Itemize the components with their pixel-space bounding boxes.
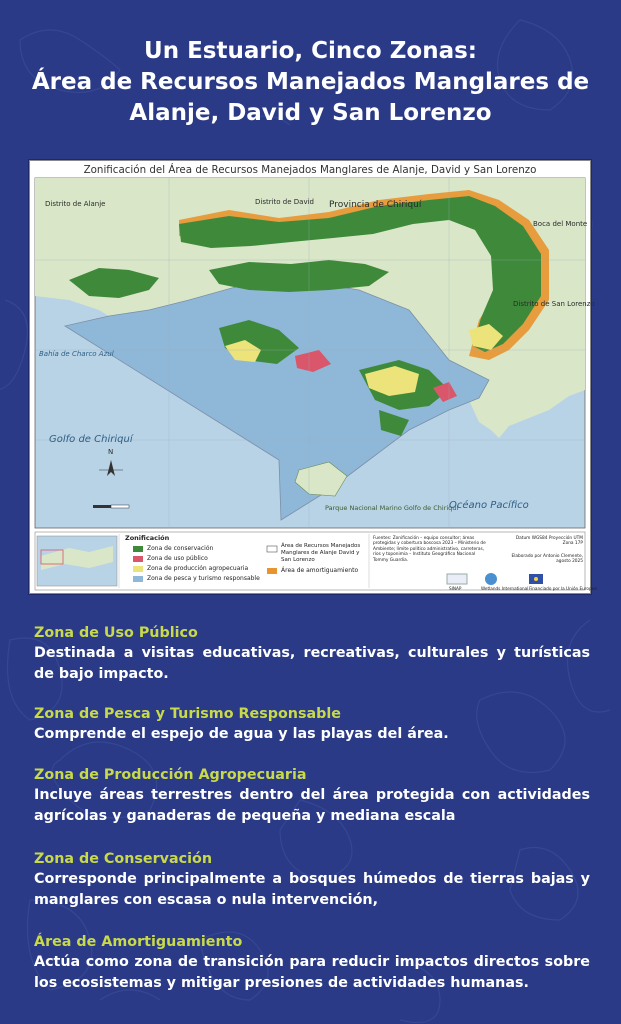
map-datum: Datum WGS84 Proyección UTM Zona 17P bbox=[515, 536, 583, 547]
zone-title: Área de Amortiguamiento bbox=[34, 934, 243, 950]
label-provincia-chiriqui: Provincia de Chiriquí bbox=[329, 200, 422, 210]
north-label: N bbox=[108, 448, 114, 456]
legend-swatch-agro bbox=[133, 566, 143, 572]
zone-text: Actúa como zona de transición para reducir impactos directos sobre los ecosistemas y mitigar presiones de actividades humanas. bbox=[34, 954, 590, 991]
zone-block-pesca-turismo bbox=[34, 705, 590, 745]
label-golfo-chiriqui: Golfo de Chiriquí bbox=[49, 434, 133, 445]
page-title bbox=[0, 36, 621, 129]
zone-block-amortiguamiento bbox=[34, 933, 590, 994]
label-distrito-alanje: Distrito de Alanje bbox=[45, 200, 106, 208]
zone-text: Comprende el espejo de agua y las playas del área. bbox=[34, 726, 449, 742]
label-parque-nacional: Parque Nacional Marino Golfo de Chiriquí bbox=[325, 504, 459, 512]
zone-title: Zona de Conservación bbox=[34, 851, 212, 867]
legend-label-boundary: Área de Recursos Manejados Manglares de Alanje David y San Lorenzo bbox=[281, 543, 361, 563]
zone-title: Zona de Uso Público bbox=[34, 625, 198, 641]
label-distrito-david: Distrito de David bbox=[255, 198, 314, 206]
logo-eu: Financiado por la Unión Europea bbox=[529, 586, 597, 591]
zone-title: Zona de Pesca y Turismo Responsable bbox=[34, 706, 341, 722]
zone-block-uso-publico bbox=[34, 624, 590, 685]
label-oceano-pacifico: Océano Pacífico bbox=[449, 500, 529, 511]
zone-block-produccion-agropecuaria bbox=[34, 766, 590, 827]
logo-sinap: SINAP bbox=[449, 586, 462, 591]
legend-label-buffer: Área de amortiguamiento bbox=[281, 567, 359, 574]
legend-swatch-public-use bbox=[133, 556, 143, 562]
legend-swatch-buffer bbox=[267, 568, 277, 574]
map-title: Zonificación del Área de Recursos Manejados Manglares de Alanje, David y San Lorenzo bbox=[83, 164, 537, 176]
legend-label-fishing: Zona de pesca y turismo responsable bbox=[147, 575, 260, 582]
legend-label-agro: Zona de producción agropecuaria bbox=[147, 565, 249, 572]
label-boca-monte: Boca del Monte bbox=[533, 220, 588, 228]
zone-block-conservacion bbox=[34, 850, 590, 911]
label-distrito-san-lorenzo: Distrito de San Lorenzo bbox=[513, 300, 595, 308]
legend-heading: Zonificación bbox=[125, 534, 170, 542]
zone-title: Zona de Producción Agropecuaria bbox=[34, 767, 307, 783]
zone-text: Corresponde principalmente a bosques húmedos de tierras bajas y manglares con escasa o nula intervención, bbox=[34, 871, 590, 908]
legend-label-conservation: Zona de conservación bbox=[147, 545, 214, 552]
title-line-3: Alanje, David y San Lorenzo bbox=[129, 100, 492, 126]
title-line-2: Área de Recursos Manejados Manglares de bbox=[31, 69, 590, 95]
legend-label-public-use: Zona de uso público bbox=[147, 555, 208, 562]
map-sources: Fuentes: Zonificación – equipo consultor; áreas protegidas y cobertura boscosa 2023 – Ministerio de Ambiente; límite político administrativo, carreteras, ríos y toponimia – Instituto Geográfico Nacional Tommy Guardia. bbox=[373, 536, 486, 563]
logo-wetlands: Wetlands International bbox=[481, 586, 529, 591]
legend-swatch-fishing bbox=[133, 576, 143, 582]
legend-swatch-boundary bbox=[267, 546, 277, 552]
map-canvas bbox=[29, 160, 591, 594]
legend-swatch-conservation bbox=[133, 546, 143, 552]
scale-bar bbox=[93, 505, 129, 508]
title-line-1: Un Estuario, Cinco Zonas: bbox=[144, 38, 477, 64]
label-bahia-charco-azul: Bahía de Charco Azul bbox=[39, 350, 114, 358]
map-author: Elaborado por Antonio Clemente, agosto 2025 bbox=[511, 554, 583, 565]
zoning-map bbox=[29, 160, 597, 594]
zone-text: Incluye áreas terrestres dentro del área protegida con actividades agrícolas y ganaderas de pequeña y mediana escala bbox=[34, 787, 590, 824]
zone-text: Destinada a visitas educativas, recreativas, culturales y turísticas de bajo impacto. bbox=[34, 645, 590, 682]
